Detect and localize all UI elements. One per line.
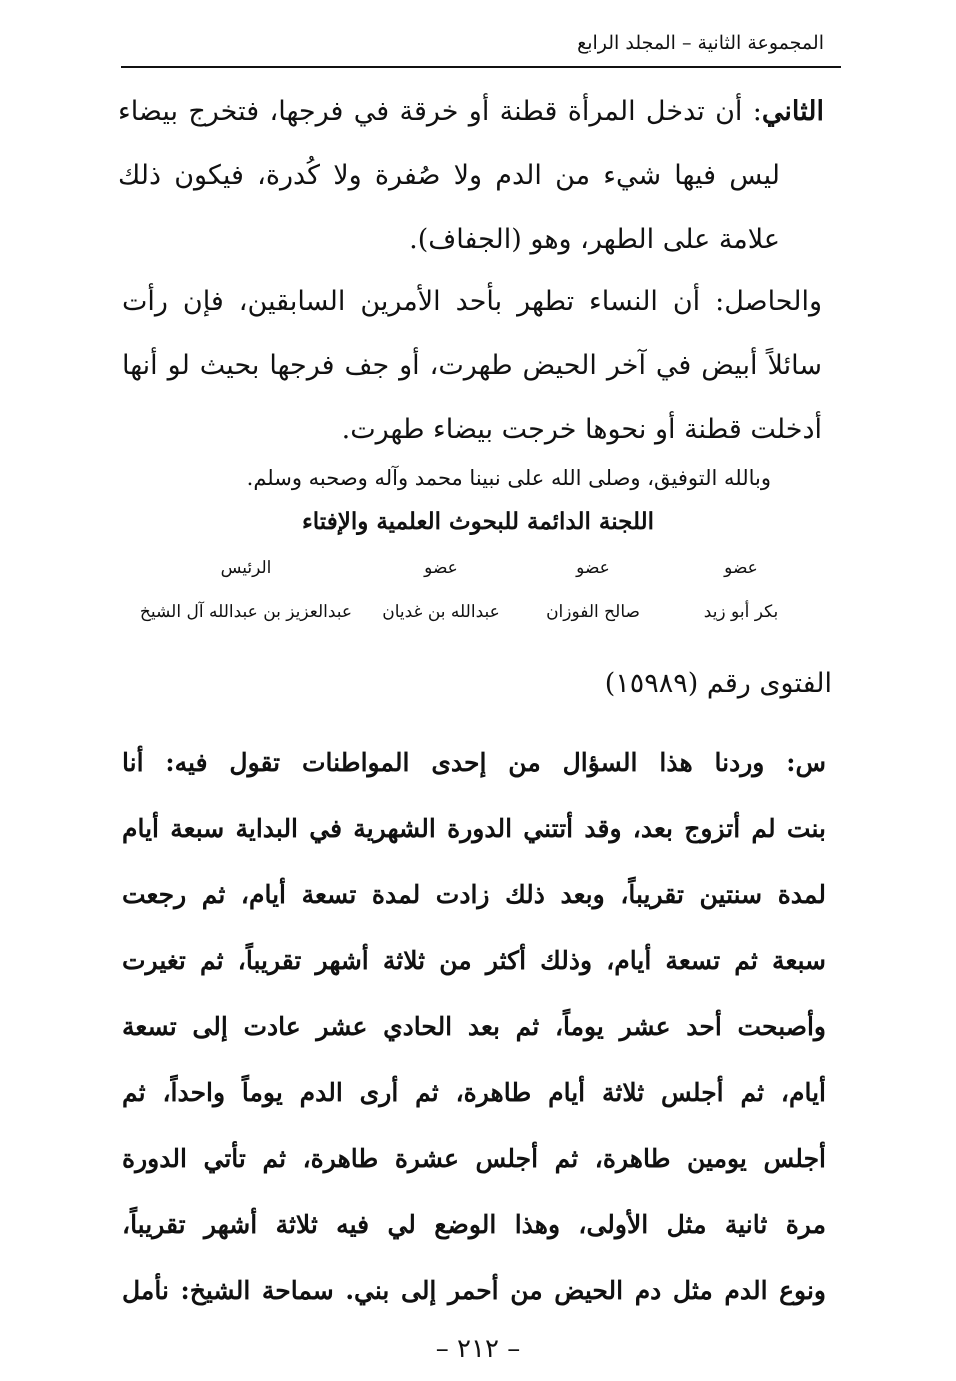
question-paragraph	[122, 730, 826, 1324]
text-line: سبعة ثم تسعة أيام، وذلك أكثر من ثلاثة أشهر تقريباً، ثم تغيرت	[122, 946, 826, 975]
signatory-role: عضو	[724, 558, 758, 578]
signatory-role: عضو	[424, 558, 458, 578]
text-line: وأصبحت أحد عشر يوماً، ثم بعد الحادي عشر عادت إلى تسعة	[122, 1012, 826, 1041]
signatory-name: عبدالعزيز بن عبدالله آل الشيخ	[139, 602, 353, 622]
signatory-name: بكر أبو زيد	[703, 602, 779, 622]
paragraph-conclusion	[122, 270, 822, 462]
text-line: بنت لم أتزوج بعد، وقد أتتني الدورة الشهرية في البداية سبعة أيام	[122, 814, 826, 843]
page-number: – ٢١٢ –	[435, 1334, 521, 1364]
text-line	[118, 80, 824, 144]
committee-title: اللجنة الدائمة للبحوث العلمية والإفتاء	[301, 508, 655, 535]
text-line: ليس فيها شيء من الدم ولا صُفرة ولا كُدرة، فيكون ذلك	[118, 160, 780, 191]
header-divider	[121, 66, 841, 68]
text-line: أيام، ثم أجلس ثلاثة أيام طاهرة، ثم أرى الدم يوماً واحداً، ثم	[122, 1078, 826, 1107]
text-line: س: وردنا هذا السؤال من إحدى المواطنات تقول فيه: أنا	[122, 748, 826, 777]
signatory-name: عبدالله بن غديان	[382, 602, 500, 622]
text-line: أجلس يومين طاهرة، ثم أجلس عشرة طاهرة، ثم تأتي الدورة	[122, 1144, 826, 1173]
text-line-rest: : أن تدخل المرأة قطنة أو خرقة في فرجها، فتخرج بيضاء	[118, 96, 762, 127]
signatory-role: الرئيس	[220, 558, 272, 578]
text-line: لمدة سنتين تقريباً، وبعد ذلك زادت لمدة تسعة أيام، ثم رجعت	[122, 880, 826, 909]
text-line: أدخلت قطنة أو نحوها خرجت بيضاء طهرت.	[341, 414, 822, 445]
text-line: سائلاً أبيض في آخر الحيض طهرت، أو جف فرجها بحيث لو أنها	[122, 350, 822, 381]
paragraph-lead-word: الثاني	[761, 96, 824, 127]
text-line: والحاصل: أن النساء تطهر بأحد الأمرين السابقين، فإن رأت	[122, 286, 822, 317]
running-header: المجموعة الثانية – المجلد الرابع	[577, 32, 824, 54]
paragraph-second-sign	[118, 80, 824, 272]
fatwa-number: الفتوى رقم (١٥٩٨٩)	[604, 668, 832, 699]
signatory-role: عضو	[576, 558, 610, 578]
text-line: علامة على الطهر، وهو (الجفاف).	[409, 224, 780, 255]
text-line: مرة ثانية مثل الأولى، وهذا الوضع لي فيه ثلاثة أشهر تقريباً،	[122, 1210, 826, 1239]
signatory-name: صالح الفوزان	[546, 602, 640, 622]
text-line: ونوع الدم مثل دم الحيض من أحمر إلى بني. سماحة الشيخ: نأمل	[122, 1276, 826, 1305]
closing-formula: وبالله التوفيق، وصلى الله على نبينا محمد وآله وصحبه وسلم.	[246, 466, 771, 490]
